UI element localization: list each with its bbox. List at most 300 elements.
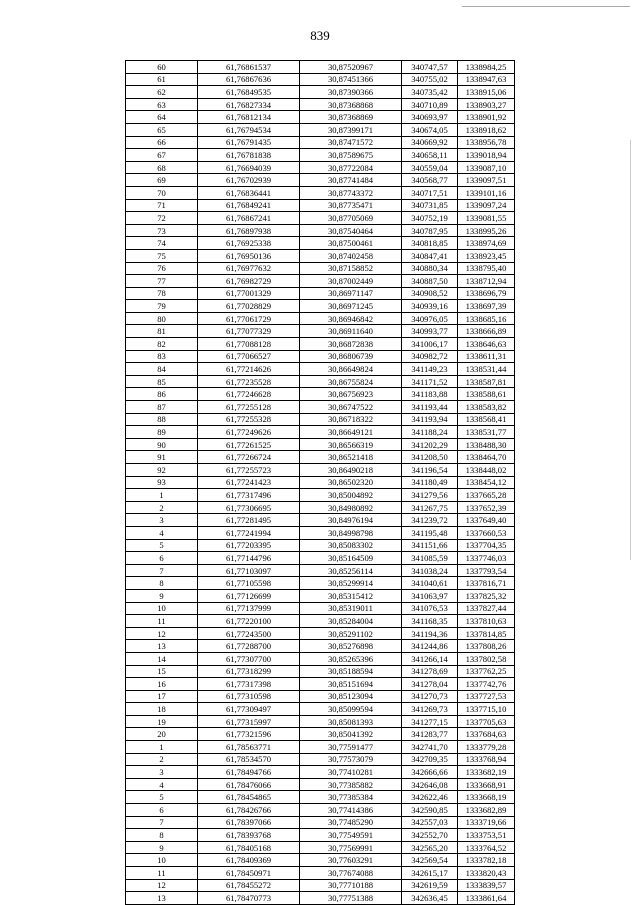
point-number-cell: 16 [126,678,198,691]
y-coordinate-cell: 1338685,16 [458,312,515,325]
y-coordinate-cell: 1337649,40 [458,514,515,527]
longitude-cell: 30,87540464 [300,224,402,237]
point-number-cell: 89 [126,426,198,439]
y-coordinate-cell: 1333768,94 [458,753,515,766]
table-row [126,123,515,136]
table-row [126,451,515,464]
point-number-cell: 13 [126,892,198,905]
y-coordinate-cell: 1339018,94 [458,149,515,162]
y-coordinate-cell: 1338901,92 [458,111,515,124]
y-coordinate-cell: 1333682,89 [458,804,515,817]
x-coordinate-cell: 340847,41 [402,249,458,262]
latitude-cell: 61,77028829 [198,300,300,313]
table-row [126,753,515,766]
latitude-cell: 61,78563771 [198,741,300,754]
point-number-cell: 9 [126,589,198,602]
latitude-cell: 61,77318299 [198,665,300,678]
longitude-cell: 30,85276898 [300,640,402,653]
x-coordinate-cell: 340908,52 [402,287,458,300]
table-row [126,678,515,691]
table-row [126,741,515,754]
latitude-cell: 61,76827334 [198,98,300,111]
latitude-cell: 61,77246628 [198,388,300,401]
longitude-cell: 30,84976194 [300,514,402,527]
x-coordinate-cell: 341278,69 [402,665,458,678]
table-row [126,174,515,187]
table-row [126,526,515,539]
y-coordinate-cell: 1338974,69 [458,237,515,250]
x-coordinate-cell: 341188,24 [402,426,458,439]
table-row [126,388,515,401]
longitude-cell: 30,87158852 [300,262,402,275]
point-number-cell: 8 [126,829,198,842]
y-coordinate-cell: 1333682,19 [458,766,515,779]
x-coordinate-cell: 341149,23 [402,363,458,376]
x-coordinate-cell: 342666,66 [402,766,458,779]
table-row [126,476,515,489]
y-coordinate-cell: 1337808,26 [458,640,515,653]
y-coordinate-cell: 1338795,40 [458,262,515,275]
x-coordinate-cell: 340880,34 [402,262,458,275]
longitude-cell: 30,86718322 [300,413,402,426]
latitude-cell: 61,78455272 [198,879,300,892]
x-coordinate-cell: 342709,35 [402,753,458,766]
latitude-cell: 61,76836441 [198,186,300,199]
x-coordinate-cell: 341278,04 [402,678,458,691]
latitude-cell: 61,76812134 [198,111,300,124]
longitude-cell: 30,87399171 [300,123,402,136]
point-number-cell: 5 [126,791,198,804]
x-coordinate-cell: 341194,36 [402,627,458,640]
point-number-cell: 77 [126,275,198,288]
point-number-cell: 1 [126,741,198,754]
y-coordinate-cell: 1339097,51 [458,174,515,187]
x-coordinate-cell: 341076,53 [402,602,458,615]
latitude-cell: 61,78494766 [198,766,300,779]
point-number-cell: 14 [126,652,198,665]
latitude-cell: 61,76897938 [198,224,300,237]
table-row [126,804,515,817]
point-number-cell: 2 [126,753,198,766]
latitude-cell: 61,78397066 [198,816,300,829]
point-number-cell: 91 [126,451,198,464]
x-coordinate-cell: 341006,17 [402,338,458,351]
latitude-cell: 61,76849241 [198,199,300,212]
table-row [126,564,515,577]
point-number-cell: 4 [126,778,198,791]
x-coordinate-cell: 342636,45 [402,892,458,905]
point-number-cell: 81 [126,325,198,338]
y-coordinate-cell: 1338984,25 [458,61,515,74]
x-coordinate-cell: 341279,56 [402,489,458,502]
longitude-cell: 30,85083302 [300,539,402,552]
point-number-cell: 62 [126,86,198,99]
longitude-cell: 30,77569991 [300,841,402,854]
longitude-cell: 30,86649824 [300,363,402,376]
x-coordinate-cell: 340717,51 [402,186,458,199]
longitude-cell: 30,77603291 [300,854,402,867]
longitude-cell: 30,77591477 [300,741,402,754]
table-row [126,375,515,388]
x-coordinate-cell: 342622,46 [402,791,458,804]
table-row [126,577,515,590]
y-coordinate-cell: 1338587,81 [458,375,515,388]
point-number-cell: 11 [126,867,198,880]
x-coordinate-cell: 341180,49 [402,476,458,489]
point-number-cell: 6 [126,804,198,817]
longitude-cell: 30,86747522 [300,401,402,414]
table-row [126,867,515,880]
longitude-cell: 30,85315412 [300,589,402,602]
y-coordinate-cell: 1337660,53 [458,526,515,539]
point-number-cell: 74 [126,237,198,250]
longitude-cell: 30,87368868 [300,98,402,111]
latitude-cell: 61,76982729 [198,275,300,288]
table-row [126,325,515,338]
latitude-cell: 61,77203395 [198,539,300,552]
y-coordinate-cell: 1337704,35 [458,539,515,552]
x-coordinate-cell: 341269,73 [402,703,458,716]
latitude-cell: 61,77077329 [198,325,300,338]
x-coordinate-cell: 342619,59 [402,879,458,892]
longitude-cell: 30,85151694 [300,678,402,691]
x-coordinate-cell: 341196,54 [402,464,458,477]
point-number-cell: 67 [126,149,198,162]
latitude-cell: 61,77255723 [198,464,300,477]
longitude-cell: 30,87002449 [300,275,402,288]
longitude-cell: 30,77710188 [300,879,402,892]
y-coordinate-cell: 1337814,85 [458,627,515,640]
table-row [126,501,515,514]
latitude-cell: 61,77066527 [198,350,300,363]
table-row [126,703,515,716]
table-row [126,690,515,703]
point-number-cell: 12 [126,627,198,640]
x-coordinate-cell: 341283,77 [402,728,458,741]
point-number-cell: 64 [126,111,198,124]
latitude-cell: 61,77061729 [198,312,300,325]
longitude-cell: 30,77414386 [300,804,402,817]
y-coordinate-cell: 1337827,44 [458,602,515,615]
x-coordinate-cell: 340887,50 [402,275,458,288]
table-row [126,879,515,892]
point-number-cell: 85 [126,375,198,388]
latitude-cell: 61,77255128 [198,401,300,414]
longitude-cell: 30,77485290 [300,816,402,829]
latitude-cell: 61,78534570 [198,753,300,766]
point-number-cell: 7 [126,564,198,577]
y-coordinate-cell: 1337802,58 [458,652,515,665]
point-number-cell: 73 [126,224,198,237]
longitude-cell: 30,77674088 [300,867,402,880]
y-coordinate-cell: 1338923,45 [458,249,515,262]
table-row [126,401,515,414]
longitude-cell: 30,85081393 [300,715,402,728]
x-coordinate-cell: 340976,05 [402,312,458,325]
latitude-cell: 61,78405168 [198,841,300,854]
x-coordinate-cell: 342590,85 [402,804,458,817]
table-row [126,539,515,552]
x-coordinate-cell: 341239,72 [402,514,458,527]
latitude-cell: 61,77307700 [198,652,300,665]
latitude-cell: 61,77315997 [198,715,300,728]
table-row [126,892,515,905]
longitude-cell: 30,85099594 [300,703,402,716]
y-coordinate-cell: 1338464,70 [458,451,515,464]
point-number-cell: 79 [126,300,198,313]
y-coordinate-cell: 1339101,16 [458,186,515,199]
point-number-cell: 69 [126,174,198,187]
latitude-cell: 61,76925338 [198,237,300,250]
x-coordinate-cell: 342615,17 [402,867,458,880]
longitude-cell: 30,86566319 [300,438,402,451]
longitude-cell: 30,86872838 [300,338,402,351]
y-coordinate-cell: 1338918,62 [458,123,515,136]
x-coordinate-cell: 341208,50 [402,451,458,464]
table-row [126,438,515,451]
x-coordinate-cell: 340669,92 [402,136,458,149]
latitude-cell: 61,77243500 [198,627,300,640]
y-coordinate-cell: 1338583,82 [458,401,515,414]
point-number-cell: 4 [126,526,198,539]
point-number-cell: 8 [126,577,198,590]
x-coordinate-cell: 340658,11 [402,149,458,162]
x-coordinate-cell: 340674,05 [402,123,458,136]
table-row [126,111,515,124]
table-row [126,841,515,854]
longitude-cell: 30,85284004 [300,615,402,628]
y-coordinate-cell: 1337705,63 [458,715,515,728]
x-coordinate-cell: 341277,15 [402,715,458,728]
y-coordinate-cell: 1333753,51 [458,829,515,842]
x-coordinate-cell: 341168,35 [402,615,458,628]
table-row [126,627,515,640]
latitude-cell: 61,77249626 [198,426,300,439]
point-number-cell: 84 [126,363,198,376]
latitude-cell: 61,77306695 [198,501,300,514]
y-coordinate-cell: 1338531,44 [458,363,515,376]
y-coordinate-cell: 1337825,32 [458,589,515,602]
y-coordinate-cell: 1333782,18 [458,854,515,867]
point-number-cell: 92 [126,464,198,477]
x-coordinate-cell: 342557,03 [402,816,458,829]
y-coordinate-cell: 1338947,63 [458,73,515,86]
table-row [126,816,515,829]
longitude-cell: 30,77385384 [300,791,402,804]
latitude-cell: 61,76977632 [198,262,300,275]
latitude-cell: 61,78450971 [198,867,300,880]
longitude-cell: 30,86756923 [300,388,402,401]
y-coordinate-cell: 1338568,41 [458,413,515,426]
longitude-cell: 30,87735471 [300,199,402,212]
x-coordinate-cell: 342569,54 [402,854,458,867]
y-coordinate-cell: 1338696,79 [458,287,515,300]
table-row [126,665,515,678]
point-number-cell: 13 [126,640,198,653]
y-coordinate-cell: 1337684,63 [458,728,515,741]
latitude-cell: 61,78409369 [198,854,300,867]
y-coordinate-cell: 1333861,64 [458,892,515,905]
point-number-cell: 7 [126,816,198,829]
latitude-cell: 61,77220100 [198,615,300,628]
y-coordinate-cell: 1333820,43 [458,867,515,880]
latitude-cell: 61,77126699 [198,589,300,602]
point-number-cell: 11 [126,615,198,628]
latitude-cell: 61,77105598 [198,577,300,590]
longitude-cell: 30,85256114 [300,564,402,577]
longitude-cell: 30,86971147 [300,287,402,300]
longitude-cell: 30,86502320 [300,476,402,489]
point-number-cell: 18 [126,703,198,716]
page-number: 839 [310,28,330,43]
longitude-cell: 30,87520967 [300,61,402,74]
point-number-cell: 71 [126,199,198,212]
table-row [126,161,515,174]
y-coordinate-cell: 1333668,19 [458,791,515,804]
table-row [126,715,515,728]
latitude-cell: 61,77317398 [198,678,300,691]
longitude-cell: 30,86806739 [300,350,402,363]
longitude-cell: 30,77549591 [300,829,402,842]
table-row [126,552,515,565]
longitude-cell: 30,86971245 [300,300,402,313]
point-number-cell: 90 [126,438,198,451]
longitude-cell: 30,87589675 [300,149,402,162]
table-row [126,363,515,376]
point-number-cell: 72 [126,212,198,225]
point-number-cell: 76 [126,262,198,275]
x-coordinate-cell: 341193,44 [402,401,458,414]
y-coordinate-cell: 1337793,54 [458,564,515,577]
y-coordinate-cell: 1338454,12 [458,476,515,489]
y-coordinate-cell: 1333668,91 [458,778,515,791]
latitude-cell: 61,77309497 [198,703,300,716]
y-coordinate-cell: 1337810,63 [458,615,515,628]
table-row [126,275,515,288]
latitude-cell: 61,76794534 [198,123,300,136]
longitude-cell: 30,77573079 [300,753,402,766]
table-row [126,86,515,99]
x-coordinate-cell: 341063,97 [402,589,458,602]
y-coordinate-cell: 1337816,71 [458,577,515,590]
table-row [126,652,515,665]
point-number-cell: 3 [126,514,198,527]
latitude-cell: 61,78426766 [198,804,300,817]
x-coordinate-cell: 341151,66 [402,539,458,552]
longitude-cell: 30,85123094 [300,690,402,703]
x-coordinate-cell: 341038,24 [402,564,458,577]
x-coordinate-cell: 341202,29 [402,438,458,451]
table-row [126,589,515,602]
y-coordinate-cell: 1339081,55 [458,212,515,225]
latitude-cell: 61,77001329 [198,287,300,300]
point-number-cell: 1 [126,489,198,502]
longitude-cell: 30,77385882 [300,778,402,791]
y-coordinate-cell: 1337727,53 [458,690,515,703]
latitude-cell: 61,77317496 [198,489,300,502]
x-coordinate-cell: 342552,70 [402,829,458,842]
longitude-cell: 30,85164509 [300,552,402,565]
latitude-cell: 61,77288700 [198,640,300,653]
x-coordinate-cell: 341183,88 [402,388,458,401]
table-row [126,237,515,250]
latitude-cell: 61,78470773 [198,892,300,905]
table-row [126,728,515,741]
table-row [126,464,515,477]
point-number-cell: 82 [126,338,198,351]
table-row [126,489,515,502]
longitude-cell: 30,87390366 [300,86,402,99]
longitude-cell: 30,86755824 [300,375,402,388]
x-coordinate-cell: 341193,94 [402,413,458,426]
longitude-cell: 30,85291102 [300,627,402,640]
point-number-cell: 10 [126,854,198,867]
y-coordinate-cell: 1333839,57 [458,879,515,892]
y-coordinate-cell: 1333719,66 [458,816,515,829]
x-coordinate-cell: 341085,59 [402,552,458,565]
x-coordinate-cell: 340693,97 [402,111,458,124]
y-coordinate-cell: 1337746,03 [458,552,515,565]
y-coordinate-cell: 1338697,39 [458,300,515,313]
y-coordinate-cell: 1338666,89 [458,325,515,338]
point-number-cell: 66 [126,136,198,149]
latitude-cell: 61,76702939 [198,174,300,187]
x-coordinate-cell: 340752,19 [402,212,458,225]
y-coordinate-cell: 1338531,77 [458,426,515,439]
point-number-cell: 17 [126,690,198,703]
point-number-cell: 80 [126,312,198,325]
latitude-cell: 61,76791435 [198,136,300,149]
y-coordinate-cell: 1337715,10 [458,703,515,716]
point-number-cell: 6 [126,552,198,565]
latitude-cell: 61,78393768 [198,829,300,842]
point-number-cell: 61 [126,73,198,86]
y-coordinate-cell: 1337742,76 [458,678,515,691]
longitude-cell: 30,86521418 [300,451,402,464]
latitude-cell: 61,77310598 [198,690,300,703]
longitude-cell: 30,87743372 [300,186,402,199]
longitude-cell: 30,84980892 [300,501,402,514]
x-coordinate-cell: 340787,95 [402,224,458,237]
y-coordinate-cell: 1337652,39 [458,501,515,514]
y-coordinate-cell: 1338488,30 [458,438,515,451]
point-number-cell: 68 [126,161,198,174]
latitude-cell: 61,77261525 [198,438,300,451]
x-coordinate-cell: 341171,52 [402,375,458,388]
point-number-cell: 20 [126,728,198,741]
longitude-cell: 30,87368869 [300,111,402,124]
y-coordinate-cell: 1338611,31 [458,350,515,363]
point-number-cell: 65 [126,123,198,136]
y-coordinate-cell: 1338995,26 [458,224,515,237]
latitude-cell: 61,77137999 [198,602,300,615]
latitude-cell: 61,77266724 [198,451,300,464]
y-coordinate-cell: 1338903,27 [458,98,515,111]
x-coordinate-cell: 341040,61 [402,577,458,590]
x-coordinate-cell: 341244,86 [402,640,458,653]
table-row [126,73,515,86]
x-coordinate-cell: 340559,04 [402,161,458,174]
table-row [126,766,515,779]
point-number-cell: 5 [126,539,198,552]
point-number-cell: 93 [126,476,198,489]
table-row [126,312,515,325]
table-row [126,287,515,300]
longitude-cell: 30,87705069 [300,212,402,225]
x-coordinate-cell: 340568,77 [402,174,458,187]
table-row [126,212,515,225]
table-row [126,778,515,791]
